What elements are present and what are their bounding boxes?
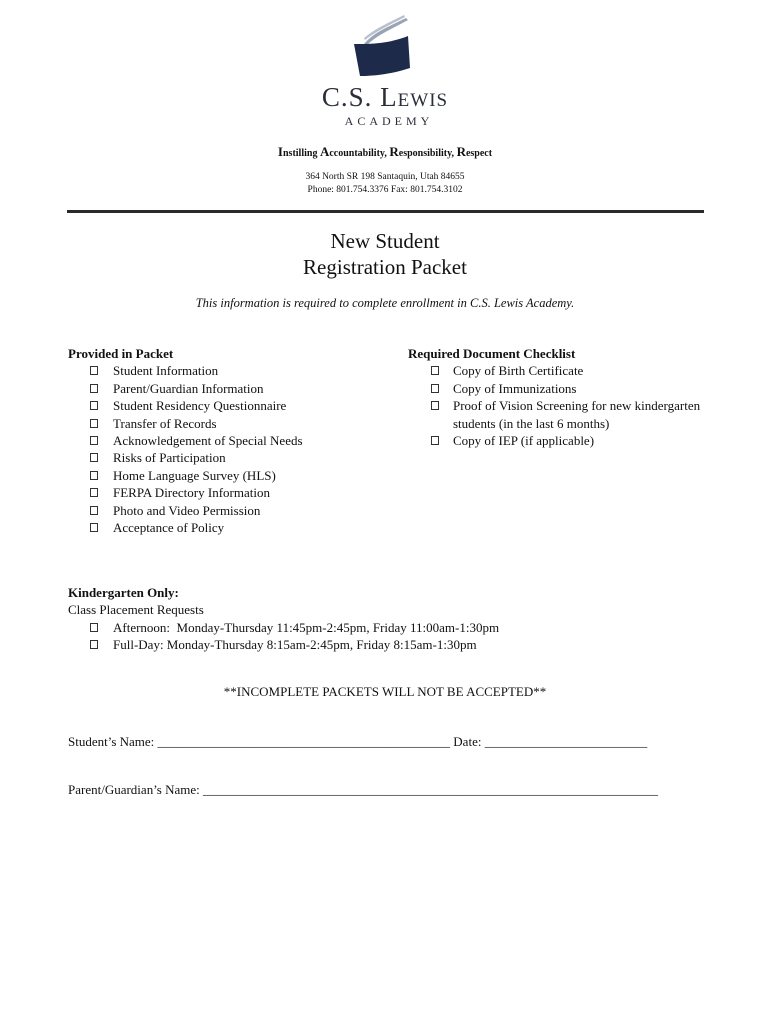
list-item: Full-Day: Monday-Thursday 8:15am-2:45pm, Friday 8:15am-1:30pm [68, 636, 499, 653]
student-name-date-line[interactable]: Student’s Name: _____________________________________________ Date: _________________________ [68, 734, 648, 749]
list-item: Transfer of Records [68, 415, 303, 432]
logo-book-cover [354, 36, 410, 76]
header-divider [67, 210, 704, 213]
checkbox[interactable] [90, 523, 98, 532]
checkbox[interactable] [431, 366, 439, 375]
list-item: Copy of Immunizations [408, 380, 708, 397]
school-address: 364 North SR 198 Santaquin, Utah 84655 [305, 172, 465, 182]
page-title-line1: New Student [330, 229, 440, 253]
kindergarten-list [68, 619, 499, 654]
kindergarten-heading: Kindergarten Only: [68, 585, 179, 600]
incomplete-warning: **INCOMPLETE PACKETS WILL NOT BE ACCEPTED** [223, 684, 547, 699]
checkbox[interactable] [90, 506, 98, 515]
academy-logo [350, 14, 414, 78]
parent-name-line[interactable]: Parent/Guardian’s Name: ______________________________________________________________________ [68, 782, 659, 797]
required-list [408, 362, 708, 449]
checkbox[interactable] [90, 640, 98, 649]
checkbox[interactable] [90, 384, 98, 393]
list-item: Home Language Survey (HLS) [68, 467, 303, 484]
page-title-line2: Registration Packet [303, 255, 467, 279]
checkbox[interactable] [431, 401, 439, 410]
kindergarten-subheading: Class Placement Requests [68, 602, 204, 618]
checkbox[interactable] [90, 488, 98, 497]
list-item: Copy of Birth Certificate [408, 362, 708, 379]
list-item: Student Information [68, 362, 303, 379]
list-item: Acknowledgement of Special Needs [68, 432, 303, 449]
list-item: Risks of Participation [68, 449, 303, 466]
provided-in-packet-section [68, 345, 303, 536]
checkbox[interactable] [90, 366, 98, 375]
brand-subtitle: ACADEMY [344, 114, 434, 128]
checkbox[interactable] [90, 401, 98, 410]
list-item: FERPA Directory Information [68, 484, 303, 501]
intro-text: This information is required to complete enrollment in C.S. Lewis Academy. [195, 296, 575, 310]
checkbox[interactable] [90, 453, 98, 462]
provided-list [68, 362, 303, 536]
required-heading: Required Document Checklist [408, 346, 576, 361]
provided-heading: Provided in Packet [68, 346, 174, 361]
checkbox[interactable] [431, 436, 439, 445]
school-phone: Phone: 801.754.3376 Fax: 801.754.3102 [307, 185, 463, 195]
list-item: Copy of IEP (if applicable) [408, 432, 708, 449]
checkbox[interactable] [431, 384, 439, 393]
checkbox[interactable] [90, 419, 98, 428]
list-item: Photo and Video Permission [68, 502, 303, 519]
list-item: Student Residency Questionnaire [68, 397, 303, 414]
checkbox[interactable] [90, 623, 98, 632]
checkbox[interactable] [90, 471, 98, 480]
list-item: Proof of Vision Screening for new kindergarten students (in the last 6 months) [408, 397, 708, 432]
list-item: Afternoon: Monday-Thursday 11:45pm-2:45pm, Friday 11:00am-1:30pm [68, 619, 499, 636]
list-item: Acceptance of Policy [68, 519, 303, 536]
list-item: Parent/Guardian Information [68, 380, 303, 397]
motto: Instilling Accountability, Responsibility, Respect [277, 144, 493, 159]
checkbox[interactable] [90, 436, 98, 445]
required-documents-section [408, 345, 708, 449]
brand-name: C.S. Lewis [321, 82, 449, 112]
kindergarten-section [68, 584, 499, 654]
